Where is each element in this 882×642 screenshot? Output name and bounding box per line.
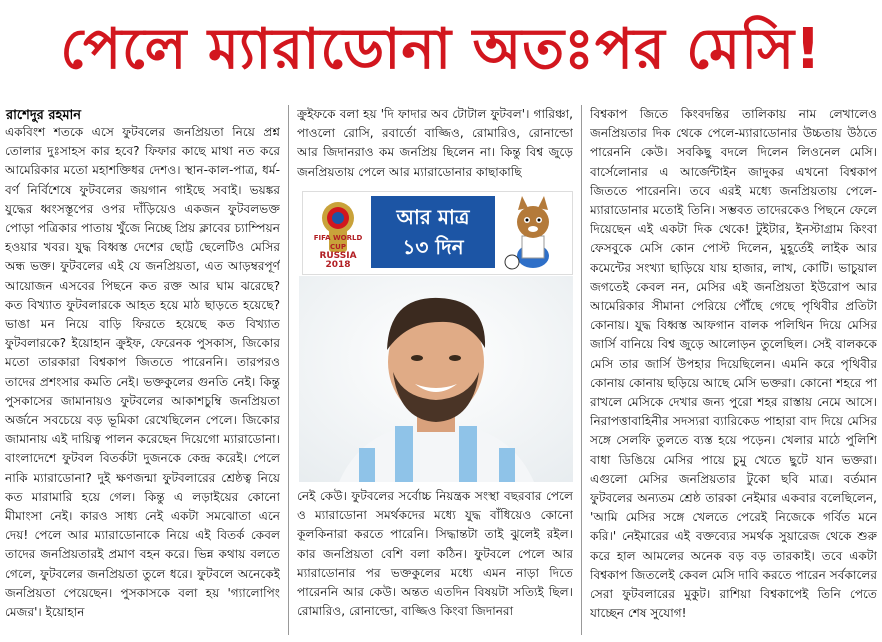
countdown-line-1: আর মাত্র — [396, 205, 470, 229]
article-column-3: বিশ্বকাপ জিতে কিংবদন্তির তালিকায় নাম লেখালেও জনপ্রিয়তার দিক থেকে পেলে-ম্যারাডোনার উচ্চতায় উঠতে পারেননি কেউ। সবকিছু বদলে দিলেন লিওনেল মেসি। বার্সেলোনার এ আর্জেন্টাইন জাদুকর এখনো বিশ্বকাপ জিততে পারেননি। তবে এরই মধ্যে জনপ্রিয়তায় পেলে-ম্যারাডোনার মতোই তিনি। সম্ভবত তাদেরকেও পিছনে ফেলে দিয়েছেন এই একটা দিক থেকে! টুইটার, ইনস্টাগ্রাম কিংবা ফেসবুকে মেসি কোন পোস্ট দিলেন, মুহূর্তেই লাইক আর কমেন্টের সংখ্যা ছাড়িয়ে যায় হাজার, লাখ, কোটি। ভাচুয়াল জগতেই কেবল নন, মেসির এই জনপ্রিয়তা ইউরোপ আর আমেরিকার সীমানা পেরিয়ে পৌঁছে গেছে পৃথিবীর প্রতিটা কোনায়। যুদ্ধ বিধ্বস্ত আফগান বালক পলিথিন দিয়ে মেসির জার্সি বানিয়ে বিশ্ব জুড়ে আলোড়ন তুলেছিল। সেই বালককে মেসি তার জার্সি উপহার দিয়েছিলেন। এমনি করে পৃথিবীর কোনায় কোনায় ছড়িয়ে আছে মেসি ভক্তরা। কোনো শহরে পা রাখলে মেসিকে দেখার জন্য পুরো শহর রাস্তায় নেমে আসে। নিরাপত্তাবাহিনীর সদস্যরা ব্যারিকেড পাহারা বাদ দিয়ে মেসির সঙ্গে সেলফি তুলতে ব্যস্ত হয়ে পড়েন। খেলার মাঠে পুলিশি বাধা ডিঙিয়ে মেসির পায়ে চুমু খেতে ছুটে যান ভক্তরা। এগুলো মেসির জনপ্রিয়তার টুকো ছবি মাত্র। বর্তমান ফুটবলের অন্যতম শ্রেষ্ঠ তারকা নেইমার একবার বলেছিলেন, 'আমি মেসির সঙ্গে খেলতে পেরেই নিজেকে গর্বিত মনে করি।' নেইমারের এই বক্তব্যের সমর্থক সুয়ারেজ থেকে শুরু করে হাল আমলের অনেক বড় বড় তারকাই। তবে একটা বিশ্বকাপ জিতলেই কেবল মেসি দাবি করতে পারেন সর্বকালের সেরা ফুটবলারের মুকুট। রাশিয়া বিশ্বকাপেই তিনি পেতে যাচ্ছেন শেষ সুযোগ! — [590, 107, 877, 621]
article-column-2-bottom: নেই কেউ। ফুটবলের সর্বোচ্চ নিয়ন্ত্রক সংস্থা বছরবার পেলে ও ম্যারাডোনা সমর্থকদের মধ্যে যুদ্ধ বাঁধিয়েও কোনো কূলকিনারা করতে পারেনি। সিদ্ধান্তটা তাই ঝুলেই রইল। কার জনপ্রিয়তা বেশি বলা কঠিন। ফুটবলে পেলে আর ম্যারাডোনার পর ভক্তকুলের মধ্যে এমন নাড়া দিতে পারেননি আর কেউ। অন্তত এতদিন বিষয়টা সত্যিই ছিল। রোমারিও, রোনাল্ডো, বাজ্জিও কিংবা জিদানরা — [297, 489, 573, 619]
logo-text-line2: RUSSIA 2018 — [319, 251, 357, 270]
column-divider — [581, 105, 582, 635]
countdown-banner — [302, 191, 573, 275]
byline: রাশেদুর রহমান — [6, 108, 82, 123]
article-column-2-top: ক্রুইফকে বলা হয় 'দি ফাদার অব টোটাল ফুটবল'। গারিঞ্চা, পাওলো রোসি, রবার্তো বাজ্জিও, রোমারিও, রোনাল্ডো আর জিদানরাও কম জনপ্রিয় ছিলেন না। কিন্তু বিশ্ব জুড়ে জনপ্রিয়তায় পেলে আর ম্যারাডোনার কাছাকাছি — [297, 107, 573, 179]
messi-photo — [299, 276, 573, 482]
column-divider — [288, 105, 289, 635]
countdown-line-2: ১৩ দিন — [402, 235, 464, 259]
countdown-box — [371, 196, 495, 268]
mascot-icon — [498, 196, 568, 270]
headline: পেলে ম্যারাডোনা অতঃপর মেসি! — [60, 17, 822, 82]
logo-text-line1: FIFA WORLD CUP — [313, 234, 363, 251]
article-column-1: একবিংশ শতকে এসে ফুটবলের জনপ্রিয়তা নিয়ে প্রশ্ন তোলার দুঃসাহস কার হবে? ফিফার কাছে মাথা নত করে আমেরিকার মতো মহাশক্তিধর দেশও। স্থান-কাল-পাত্র, ধর্ম-বর্ণ নির্বিশেষে ফুটবলের জয়গান গাইছে সবাই। ভয়ঙ্কর যুদ্ধের ধ্বংসস্তূপের ওপর দাঁড়িয়েও একজন ফুটবলভক্ত পোড়া পত্রিকার পাতায় খুঁজে নিচ্ছে প্রিয় ক্লাবের চ্যাম্পিয়ন হওয়ার খবর। যুদ্ধ বিধ্বস্ত দেশের ছোট্ট ছেলেটিও মেসির অন্ধ ভক্ত। ফুটবলের এই যে জনপ্রিয়তা, এত আড়ম্বরপূর্ণ আয়োজন এসবের পিছনে কত রক্ত আর ঘাম ঝরেছে? কত বিখ্যাত ফুটবলারকে আহত হয়ে মাঠ ছাড়তে হয়েছে? ভাঙা মন নিয়ে বাড়ি ফিরতে হয়েছে কত বিখ্যাত ফুটবলারকে? ইয়োহান ক্রুইফ, ফেরেনক পুসকাস, জিকোর মতো তারকারা বিশ্বকাপ জিততে পারেননি। তারপরও তাদের প্রশংসার কমতি নেই। ভক্তকুলের গুনতি নেই। কিন্তু পুসকাসের জামানায়ও ফুটবলের আকাশচুম্বি জনপ্রিয়তা অর্জনে সবচেয়ে বড় ভূমিকা রেখেছিলেন পেলে। জিকোর জামানায় এই দায়িত্ব পালন করেছেন দিয়েগো ম্যারাডোনা। বাংলাদেশে ফুটবল বিতর্কটা দুজনকে কেন্দ্র করেই। পেলে নাকি ম্যারাডোনা? দুই ক্ষণজন্মা ফুটবলারের শ্রেষ্ঠত্ব নিয়ে কত মারামারি হয়ে গেল। কিন্তু এ লড়াইয়ের কোনো মীমাংসা নেই। কারও সাধ্য নেই একটা সমঝোতা এনে দেয়! পেলে আর ম্যারাডোনাকে নিয়ে এই বিতর্ক কেবল তাদের জনপ্রিয়তারই প্রমাণ বহন করে। ভিন্ন কথায় বলতে গেলে, ফুটবলের জনপ্রিয়তা তুলে ধরে। ফুটবলে অনেকেই জনপ্রিয়তা পেয়েছেন। পুসকাসকে বলা হয় 'গ্যালোপিং মেজর'। ইয়োহান — [5, 125, 280, 620]
world-cup-logo — [307, 196, 369, 270]
